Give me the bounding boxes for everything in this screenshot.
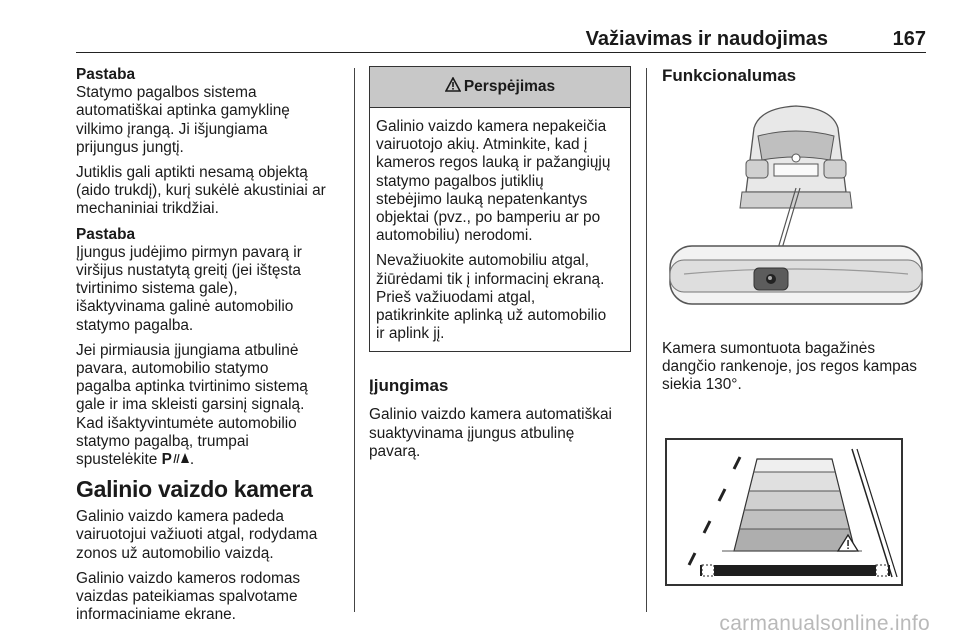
park-assist-icon: P [162,451,190,468]
column-2 [369,66,631,468]
paragraph: Galinio vaizdo kameros rodomas vaizdas pateikiamas spalvotame informaciniame ekrane. [76,569,301,624]
note-text: Įjungus judėjimo pirmyn pavarą ir viršijus nustatytą greitį (jei ištęsta tvirtinimo sistema gale), išaktyvinama galinė automobilio statymo pagalba. [76,243,302,334]
column-divider-1 [354,68,355,612]
warning-header [370,67,630,108]
warning-text: Nevažiuokite automobiliu atgal, žiūrėdami tik į informacinį ekraną. Prieš važiuodami atgal, patikrinkite aplinką už automobilio ir aplink jį. [376,252,607,343]
section-heading: Galinio vaizdo kamera [76,476,313,503]
warning-body [370,108,630,351]
section-heading: Įjungimas [369,376,449,396]
note-text: Statymo pagalbos sistema automatiškai aptinka gamyklinę vilkimo įrangą. Ji išjungiama prijungus jungtį. [76,84,290,156]
camera-display-illustration [662,409,924,601]
guide-lines-image [662,409,924,601]
paragraph: Jutiklis gali aptikti nesamą objektą (aido trukdį), kurį sukėlė akustiniai ar mechaniniai trikdžiai. [76,164,326,218]
warning-title: Perspėjimas [463,77,556,95]
column-divider-2 [646,68,647,612]
figure-caption: Kamera sumontuota bagažinės dangčio rankenoje, jos regos kampas siekia 130°. [662,340,917,394]
page-header [76,22,926,53]
watermark: carmanualsonline.info [719,612,930,635]
warning-box [369,66,631,352]
paragraph: Galinio vaizdo kamera automatiškai suaktyvinama įjungus atbulinę pavarą. [369,406,612,460]
header-title: Važiavimas ir naudojimas [585,28,828,50]
column-3 [662,66,930,601]
warning-text: Galinio vaizdo kamera nepakeičia vairuotojo akių. Atminkite, kad į kameros regos lauką ir pažangiųjų statymo pagalbos jutiklių stebėjimo lauką nepatenkantys objektai (pvz., po bamperiu ar po automobiliu) nerodomi. [376,118,611,245]
warning-icon [445,77,461,97]
note-label: Pastaba [76,225,136,243]
page-number: 167 [892,28,926,50]
camera-location-illustration [662,100,930,310]
note-text: Jei pirmiausia įjungiama atbulinė pavara, automobilio statymo pagalba aptinka tvirtinimo sistemą gale ir ima skleisti garsinį signalą. Kad išaktyvintumėte automobilio statymo pagalbą, trumpai spustelėkite P . [76,341,308,469]
column-1 [76,66,348,631]
note-label: Pastaba [76,66,136,83]
paragraph: Galinio vaizdo kamera padeda vairuotojui važiuoti atgal, rodydama zonos už automobilio vaizdą. [76,508,318,562]
car-rear-image [662,100,930,310]
section-heading: Funkcionalumas [662,66,797,85]
